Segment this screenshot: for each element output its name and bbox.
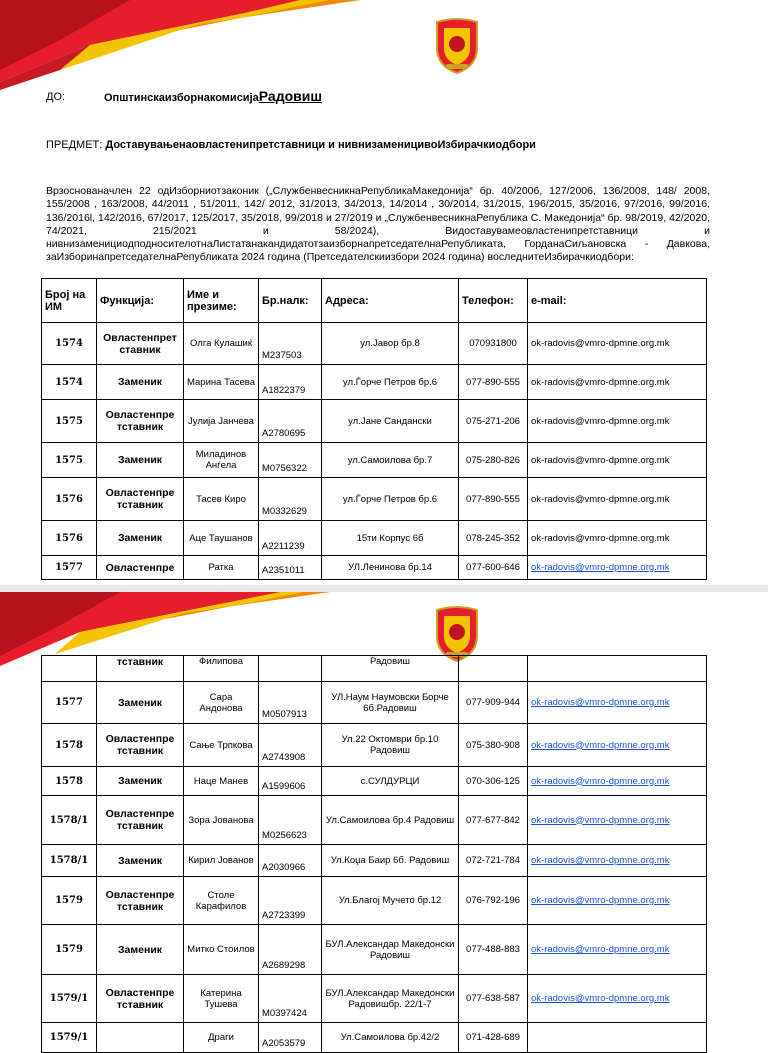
cell-id-number: А2053579 — [259, 1023, 322, 1053]
table-row — [42, 521, 707, 556]
col-header-id: Бр.налк: — [259, 279, 322, 323]
col-header-phone: Телефон: — [459, 279, 528, 323]
cell-email — [528, 724, 707, 767]
cell-name: Зора Јованова — [184, 796, 259, 845]
cell-function: Овластенпре тставник — [97, 975, 184, 1023]
cell-address: УЛ.Ленинова бр.14 — [322, 556, 459, 580]
cell-phone: 077-638-587 — [459, 975, 528, 1023]
cell-id-number: А2780695 — [259, 400, 322, 443]
cell-id-number: М0256623 — [259, 796, 322, 845]
cell-email: ok-radovis@vmro-dpmne.org.mk — [528, 478, 707, 521]
table-row — [42, 845, 707, 877]
subject-label: ПРЕДМЕТ: — [46, 139, 103, 151]
cell-id-number: М237503 — [259, 323, 322, 365]
cell-number: 1578 — [42, 724, 97, 767]
cell-email: ok-radovis@vmro-dpmne.org.mk — [528, 521, 707, 556]
to-label: ДО: — [46, 91, 66, 103]
table-row — [42, 682, 707, 724]
cell-id-number: М0756322 — [259, 443, 322, 478]
cell-email — [528, 877, 707, 925]
table-row — [42, 400, 707, 443]
cell-name: Наце Манев — [184, 767, 259, 796]
cell-id-number: М0507913 — [259, 682, 322, 724]
cell-name: Јулија Јанчева — [184, 400, 259, 443]
cell-phone: 071-428-689 — [459, 1023, 528, 1053]
cell-id-number: А1599606 — [259, 767, 322, 796]
cell-id-number: А2723399 — [259, 877, 322, 925]
email-link[interactable]: ok-radovis@vmro-dpmne.org.mk — [531, 739, 670, 751]
subject-line — [46, 139, 536, 151]
cell-name: Филипова — [184, 656, 259, 682]
email-link[interactable]: ok-radovis@vmro-dpmne.org.mk — [531, 944, 670, 955]
cell-address: БУЛ.Александар Македонски Радовиш — [322, 925, 459, 975]
cell-phone: 070931800 — [459, 323, 528, 365]
cell-phone: 077-600-646 — [459, 556, 528, 580]
cell-name: Олга Кулашиќ — [184, 323, 259, 365]
cell-phone: 070-306-125 — [459, 767, 528, 796]
email-link[interactable]: ok-radovis@vmro-dpmne.org.mk — [531, 697, 670, 708]
cell-address: УЛ.Наум Наумовски Борче 6б.Радовиш — [322, 682, 459, 724]
cell-number: 1579 — [42, 925, 97, 975]
cell-address: ул.Јане Сандански — [322, 400, 459, 443]
col-header-number: Број на ИМ — [42, 279, 97, 323]
party-emblem-icon — [432, 606, 482, 662]
table-row — [42, 478, 707, 521]
cell-number: 1579/1 — [42, 1023, 97, 1053]
cell-phone: 077-909-944 — [459, 682, 528, 724]
cell-function: Овластенпре тставник — [97, 400, 184, 443]
cell-id-number: А2030966 — [259, 845, 322, 877]
cell-function: Заменик — [97, 845, 184, 877]
cell-phone: 075-280-826 — [459, 443, 528, 478]
cell-number: 1576 — [42, 478, 97, 521]
table-row — [42, 1023, 707, 1053]
cell-number: 1574 — [42, 323, 97, 365]
cell-address: Ул.Благој Мучето бр.12 — [322, 877, 459, 925]
cell-id-number: А1822379 — [259, 365, 322, 400]
party-emblem-icon — [432, 18, 482, 74]
cell-email: ok-radovis@vmro-dpmne.org.mk — [528, 400, 707, 443]
cell-function: Овластенпре тставник — [97, 877, 184, 925]
table-row — [42, 323, 707, 365]
table-header-row — [42, 279, 707, 323]
cell-phone: 075-271-206 — [459, 400, 528, 443]
cell-function: Заменик — [97, 767, 184, 796]
cell-phone: 077-488-883 — [459, 925, 528, 975]
cell-address: ул.Јавор бр.8 — [322, 323, 459, 365]
cell-email — [528, 796, 707, 845]
cell-function — [97, 1023, 184, 1053]
cell-function: Заменик — [97, 925, 184, 975]
cell-name: Сара Андонова — [184, 682, 259, 724]
cell-function: Заменик — [97, 443, 184, 478]
cell-name: Кирил Јованов — [184, 845, 259, 877]
commission-city: Радовиш — [258, 88, 323, 104]
cell-id-number: А2743908 — [259, 724, 322, 767]
addressee-line — [46, 91, 65, 103]
cell-function: Заменик — [97, 682, 184, 724]
cell-function: Заменик — [97, 521, 184, 556]
legal-basis-paragraph: Врзоснованачлен 22 одИзборниотзаконик („СлужбенвесникнаРепубликаМакедонија“ бр. 40/2006, 127/2006, 136/2008, 148/ 2008, 155/2008 , 163/2008, 44/2011 , 51/2011, 142/ 2012, 31/2013, 34/2013, 14/2014 , 30/2014, 31/2015, 196/2015, 35/2016, 97/2016, 99/2016, 136/2016l, 142/2016, 67/2017, 125/2017, 35/2018, 99/2018 и 27/2019 и „СлужбенвесникнаРепублика С. Македонија“ бр. 98/2019, 42/2020, 74/2021, 215/2021 и 58/2024), Видоставувамеовластенипретставници и нивнизаменициодподносителотнаЛистатанакандидатотзаизборнапретседателнаРепубликата, ГорданаСиљановска - Давкова, заИзборинапретседателнаРепубликата 2024 година (Претседателскиизбори 2024 година) вoследнитеИзбирачкиодбори: — [46, 185, 710, 264]
table-row — [42, 724, 707, 767]
email-link[interactable]: ok-radovis@vmro-dpmne.org.mk — [531, 855, 670, 866]
header-banner — [0, 0, 360, 90]
cell-phone: 075-380-908 — [459, 724, 528, 767]
cell-number: 1578/1 — [42, 796, 97, 845]
cell-address: Радовиш — [322, 656, 459, 682]
cell-name: Марина Тасева — [184, 365, 259, 400]
cell-name: Ратка — [184, 556, 259, 580]
cell-id-number: А2211239 — [259, 521, 322, 556]
table-row — [42, 796, 707, 845]
col-header-name: Име и презиме: — [184, 279, 259, 323]
cell-function: Овластенпре — [97, 556, 184, 580]
cell-id-number: А2689298 — [259, 925, 322, 975]
email-link[interactable]: ok-radovis@vmro-dpmne.org.mk — [531, 562, 670, 573]
cell-email — [528, 556, 707, 580]
cell-email — [528, 845, 707, 877]
cell-phone: 077-890-555 — [459, 478, 528, 521]
cell-email: ok-radovis@vmro-dpmne.org.mk — [528, 365, 707, 400]
cell-number: 1578/1 — [42, 845, 97, 877]
cell-email: ok-radovis@vmro-dpmne.org.mk — [528, 443, 707, 478]
representatives-table-page-1 — [41, 278, 707, 580]
table-row — [42, 443, 707, 478]
cell-name: Аце Таушанов — [184, 521, 259, 556]
email-link[interactable]: ok-radovis@vmro-dpmne.org.mk — [531, 814, 670, 826]
cell-name: Катерина Тушева — [184, 975, 259, 1023]
cell-name: Миладинов Анѓела — [184, 443, 259, 478]
cell-address: ул.Ѓорче Петров бр.6 — [322, 478, 459, 521]
col-header-address: Адреса: — [322, 279, 459, 323]
cell-email — [528, 975, 707, 1023]
cell-number: 1577 — [42, 682, 97, 724]
cell-number: 1577 — [42, 556, 97, 580]
cell-id-number: А2351011 — [259, 556, 322, 580]
cell-email — [528, 925, 707, 975]
cell-name: Драги — [184, 1023, 259, 1053]
table-row — [42, 975, 707, 1023]
cell-name: Сање Трпкова — [184, 724, 259, 767]
cell-name: Митко Стоилов — [184, 925, 259, 975]
cell-phone: 078-245-352 — [459, 521, 528, 556]
cell-address: Ул.Коџа Баир 6б. Радовиш — [322, 845, 459, 877]
table-row-continued — [42, 656, 707, 682]
cell-name: Тасев Киро — [184, 478, 259, 521]
cell-address: БУЛ.Александар Македонски Радовишбр. 22/1-7 — [322, 975, 459, 1023]
document-page-2 — [0, 592, 768, 1049]
cell-address: Ул.22 Октомври бр.10 Радовиш — [322, 724, 459, 767]
cell-number: 1576 — [42, 521, 97, 556]
cell-email — [528, 682, 707, 724]
cell-phone: 077-677-842 — [459, 796, 528, 845]
table-row — [42, 365, 707, 400]
commission-name: Општинскаизборнакомисија — [104, 92, 259, 104]
page-separator — [0, 585, 768, 592]
cell-email — [528, 1023, 707, 1053]
cell-number: 1579 — [42, 877, 97, 925]
cell-function: Овластенпре тставник — [97, 796, 184, 845]
cell-number: 1578 — [42, 767, 97, 796]
cell-address: ул.Самоилова бр.7 — [322, 443, 459, 478]
cell-address: Ул.Самоилова бр.42/2 — [322, 1023, 459, 1053]
cell-name: Столе Карафилов — [184, 877, 259, 925]
cell-address: ул.Ѓорче Петров бр.6 — [322, 365, 459, 400]
email-link[interactable]: ok-radovis@vmro-dpmne.org.mk — [531, 993, 670, 1004]
subject-value: Доставувањенаовластенипретставници и нивнизаменицивоИзбирачкиодбори — [105, 139, 536, 151]
cell-function: Овластенпрет ставник — [97, 323, 184, 365]
representatives-table-page-2 — [41, 655, 707, 1053]
cell-email — [528, 767, 707, 796]
table-row — [42, 925, 707, 975]
cell-number: 1575 — [42, 443, 97, 478]
cell-id-number: М0332629 — [259, 478, 322, 521]
email-link[interactable]: ok-radovis@vmro-dpmne.org.mk — [531, 775, 670, 787]
table-row — [42, 556, 707, 580]
cell-email: ok-radovis@vmro-dpmne.org.mk — [528, 323, 707, 365]
col-header-email: e-mail: — [528, 279, 707, 323]
cell-id-number: М0397424 — [259, 975, 322, 1023]
cell-number: 1575 — [42, 400, 97, 443]
cell-address: с.СУЛДУРЦИ — [322, 767, 459, 796]
cell-function: Овластенпре тставник — [97, 478, 184, 521]
cell-phone: 072-721-784 — [459, 845, 528, 877]
cell-address: 15ти Корпус 6б — [322, 521, 459, 556]
cell-function: Овластенпре тставник — [97, 724, 184, 767]
cell-number: 1579/1 — [42, 975, 97, 1023]
email-link[interactable]: ok-radovis@vmro-dpmne.org.mk — [531, 895, 670, 906]
cell-address: Ул.Самоилова бр.4 Радовиш — [322, 796, 459, 845]
addressee-value — [104, 88, 322, 104]
table-row — [42, 767, 707, 796]
table-row — [42, 877, 707, 925]
col-header-function: Функција: — [97, 279, 184, 323]
cell-number: 1574 — [42, 365, 97, 400]
cell-function: тставник — [97, 656, 184, 682]
cell-function: Заменик — [97, 365, 184, 400]
cell-phone: 076-792-196 — [459, 877, 528, 925]
cell-phone: 077-890-555 — [459, 365, 528, 400]
